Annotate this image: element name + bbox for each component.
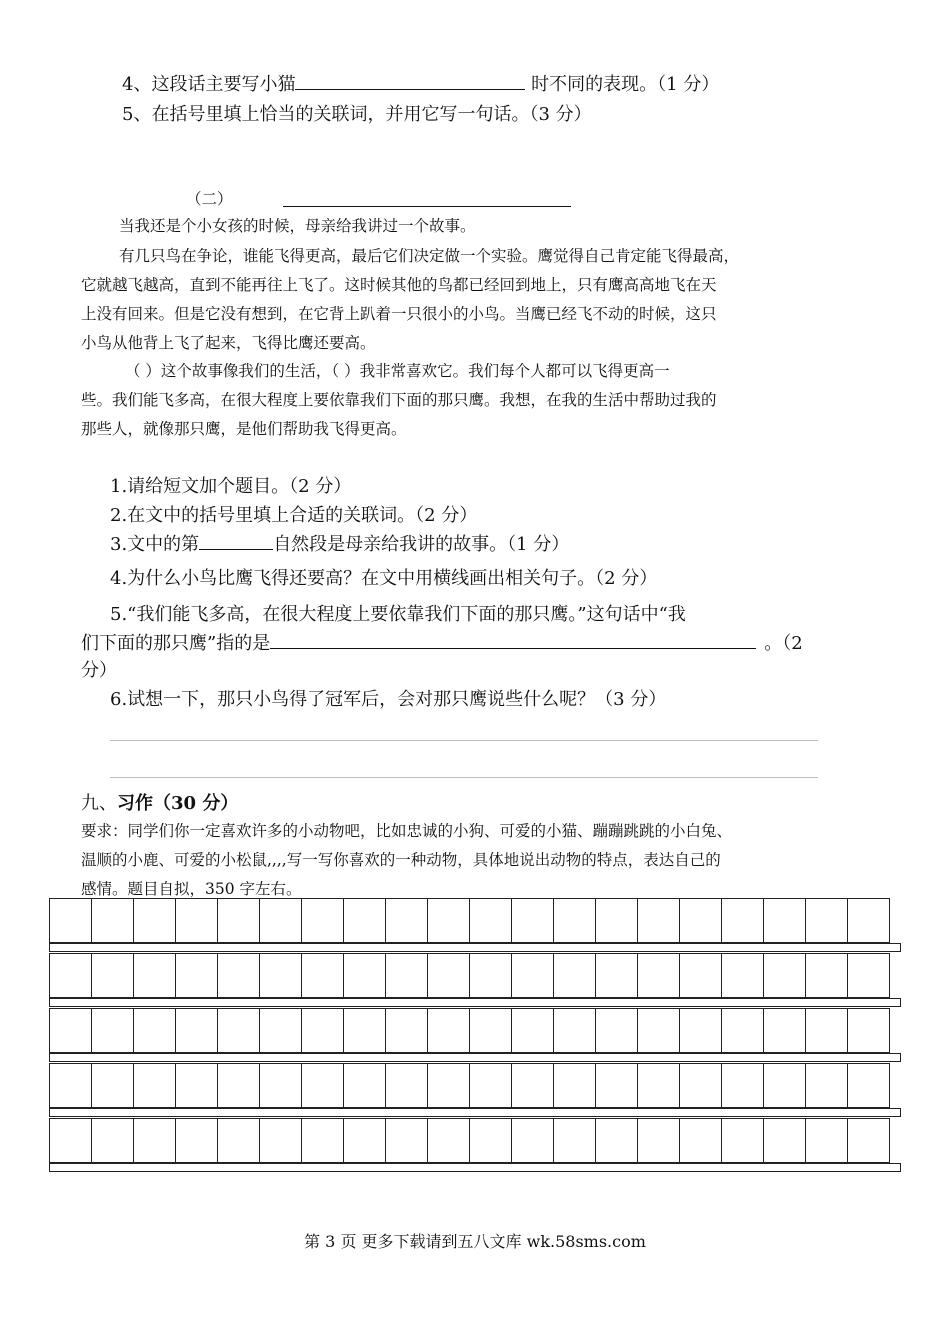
grid-row[interactable] [49,1063,890,1108]
grid-row[interactable] [49,953,890,998]
grid-separator [49,998,901,1007]
question-1: 1.请给短文加个题目。（2 分） [110,476,352,497]
grid-separator [49,1108,901,1117]
grid-separator [49,943,901,952]
question-5-prefix: 们下面的那只鹰”指的是 [81,633,271,654]
section-9-requirement-line-2: 温顺的小鹿、可爱的小松鼠,,,,写一写你喜欢的一种动物，具体地说出动物的特点，表达自己的 [81,851,721,869]
grid-row[interactable] [49,1008,890,1053]
question-3-prefix: 3.文中的第 [110,534,200,555]
passage-paragraph-2-line-3: 上没有回来。但是它没有想到，在它背上趴着一只很小的小鸟。当鹰已经飞不动的时候，这只 [81,305,717,323]
question-5-suffix: 。（2 [764,633,803,654]
passage-number: （二） [186,190,233,208]
question-5-line-3: 分） [81,660,117,681]
section-9-heading [81,789,238,815]
grid-separator [49,1163,901,1172]
question-3-suffix: 自然段是母亲给我讲的故事。（1 分） [273,534,570,555]
passage-title-blank[interactable] [283,206,571,207]
grid-row[interactable] [49,1118,890,1163]
question-2: 2.在文中的括号里填上合适的关联词。（2 分） [110,505,478,526]
blank-line[interactable] [295,71,525,90]
page-footer: 第 3 页 更多下载请到五八文库 wk.58sms.com [304,1232,646,1251]
question-6: 6.试想一下，那只小鸟得了冠军后，会对那只鹰说些什么呢？（3 分） [110,689,667,710]
question-4-suffix: 时不同的表现。（1 分） [525,74,720,95]
grid-row[interactable] [49,898,890,943]
section-9-requirement-line-3: 感情。题目自拟，350 字左右。 [81,880,302,898]
section-9-title: 习作（30 分） [117,793,239,814]
blank-line[interactable] [199,531,273,550]
grid-separator [49,1053,901,1062]
passage-paragraph-3-line-2: 些。我们能飞多高，在很大程度上要依靠我们下面的那只鹰。我想，在我的生活中帮助过我的 [81,391,717,409]
blank-line[interactable] [270,630,756,649]
question-4-top [122,70,719,96]
question-5-line-1: 5.“我们能飞多高，在很大程度上要依靠我们下面的那只鹰。”这句话中“我 [110,604,686,625]
passage-paragraph-1: 当我还是个小女孩的时候，母亲给我讲过一个故事。 [119,217,476,235]
question-4: 4.为什么小鸟比鹰飞得还要高？在文中用横线画出相关句子。（2 分） [110,568,658,589]
passage-paragraph-3-line-1: （ ）这个故事像我们的生活，（ ）我非常喜欢它。我们每个人都可以飞得更高一 [125,362,670,380]
passage-paragraph-2-line-4: 小鸟从他背上飞了起来，飞得比鹰还要高。 [81,334,376,352]
question-3 [110,530,569,556]
answer-line[interactable] [110,740,818,741]
passage-paragraph-2-line-2: 它就越飞越高，直到不能再往上飞了。这时候其他的鸟都已经回到地上，只有鹰高高地飞在天 [81,276,717,294]
answer-line[interactable] [110,777,818,778]
question-4-text: 4、这段话主要写小猫 [122,74,296,95]
question-5-top: 5、在括号里填上恰当的关联词，并用它写一句话。（3 分） [122,104,592,125]
passage-paragraph-2-line-1: 有几只鸟在争论，谁能飞得更高，最后它们决定做一个实验。鹰觉得自己肯定能飞得最高， [119,247,740,265]
passage-paragraph-3-line-3: 那些人，就像那只鹰，是他们帮助我飞得更高。 [81,420,407,438]
section-9-number: 九、 [81,793,117,814]
section-9-requirement-line-1: 要求：同学们你一定喜欢许多的小动物吧，比如忠诚的小狗、可爱的小猫、蹦蹦跳跳的小白兔、 [81,822,733,840]
question-5-line-2 [81,629,803,655]
